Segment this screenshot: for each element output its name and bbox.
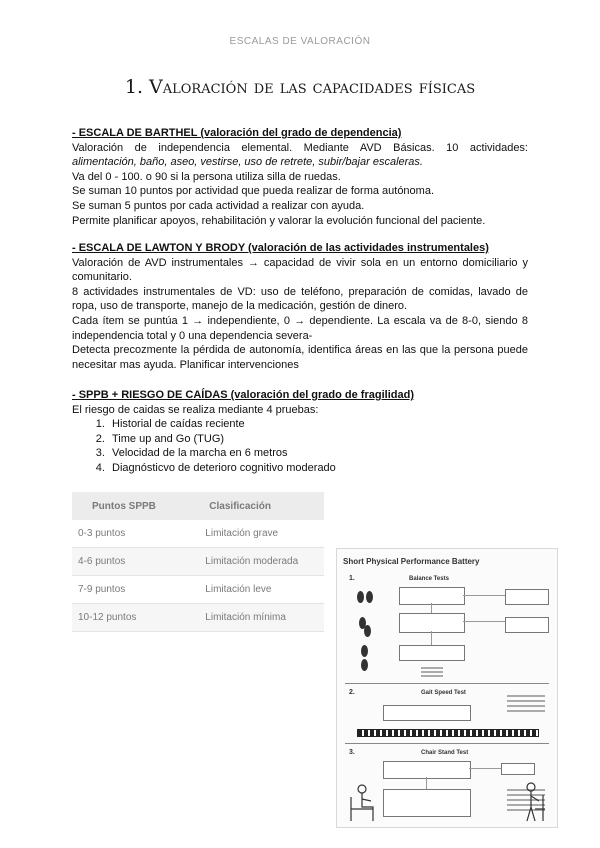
barthel-line-1: Valoración de independencia elemental. Mediante AVD Básicas. 10 actividades: (72, 141, 528, 154)
side-by-side-box (399, 587, 465, 605)
table-header-row (72, 492, 324, 520)
barthel-line-6: Permite planificar apoyos, rehabilitación y valorar la evolución funcional del paciente. (72, 214, 486, 227)
table-cell: 0-3 puntos (72, 520, 173, 548)
page-header: ESCALAS DE VALORACIÓN (229, 36, 371, 47)
chair-stand-box (383, 789, 471, 817)
flow-arrow (463, 595, 505, 596)
score-text-line (507, 695, 545, 697)
flow-arrow (469, 768, 501, 769)
table-cell: 7-9 puntos (72, 576, 173, 604)
lawton-p4: Detecta precozmente la pérdida de autonomía, identifica áreas en las que la persona puede necesitar mas ayuda. Planificar intervenciones (72, 344, 528, 371)
semi-tandem-box (399, 613, 465, 633)
flow-arrow (431, 603, 432, 613)
list-item: 3. Velocidad de la marcha en 6 metros (108, 446, 528, 461)
score-text-line (421, 667, 443, 669)
result-box (501, 763, 535, 775)
feet-side-by-side-icon (357, 591, 364, 603)
gait-box (383, 705, 471, 721)
flow-arrow (463, 621, 505, 622)
table-cell: 10-12 puntos (72, 604, 173, 632)
table-row (72, 604, 324, 632)
table-row (72, 520, 324, 548)
sppb-intro: El riesgo de caidas se realiza mediante 4 pruebas: (72, 403, 319, 416)
section-label-gait: Gait Speed Test (421, 690, 466, 696)
score-text-line (507, 700, 545, 702)
table-row (72, 548, 324, 576)
section-divider (345, 683, 549, 684)
section-number: 3. (349, 749, 355, 756)
feet-tandem-icon (361, 645, 368, 657)
feet-tandem-icon (361, 659, 368, 671)
score-text-line (421, 675, 443, 677)
result-box (505, 617, 549, 633)
lawton-heading: - ESCALA DE LAWTON Y BRODY (valoración de las actividades instrumentales) (72, 242, 489, 254)
section-label-balance: Balance Tests (409, 576, 449, 582)
score-text-line (421, 671, 443, 673)
list-item: 2. Time up and Go (TUG) (108, 432, 528, 447)
walking-course-icon (357, 729, 539, 737)
flow-arrow (426, 777, 427, 789)
barthel-section (72, 126, 528, 228)
sppb-section (72, 388, 528, 476)
sppb-table (72, 492, 324, 632)
lawton-p3: Cada ítem se puntúa 1 → independiente, 0 → dependiente. La escala va de 8-0, siendo 8 independencia total y 0 una dependencia severa- (72, 314, 528, 342)
table-cell: Limitación leve (173, 576, 324, 604)
barthel-heading: - ESCALA DE BARTHEL (valoración del grado de dependencia) (72, 127, 402, 139)
list-item: 1. Historial de caídas reciente (108, 417, 528, 432)
flow-arrow (431, 631, 432, 645)
barthel-line-4: Se suman 10 puntos por actividad que pueda realizar de forma autónoma. (72, 185, 435, 198)
table-cell: 4-6 puntos (72, 548, 173, 576)
pretest-box (383, 761, 471, 779)
lawton-p1: Valoración de AVD instrumentales → capacidad de vivir sola en un entorno domiciliario y comunitario. (72, 256, 528, 284)
table-row (72, 576, 324, 604)
barthel-line-5: Se suman 5 puntos por cada actividad a realizar con ayuda. (72, 199, 365, 212)
figure-title: Short Physical Performance Battery (343, 557, 480, 566)
barthel-line-3: Va del 0 - 100. o 90 si la persona utiliza silla de ruedas. (72, 170, 341, 183)
column-header-points: Puntos SPPB (72, 492, 173, 520)
section-number: 1. (349, 575, 355, 582)
seated-person-icon (345, 783, 379, 823)
list-item: 4. Diagnósticvo de deterioro cognitivo moderado (108, 461, 528, 476)
page-title: 1. Valoración de las capacidades físicas (124, 76, 476, 98)
sppb-list (72, 417, 528, 475)
lawton-section (72, 241, 528, 372)
standing-person-icon (515, 781, 549, 823)
sppb-heading: - SPPB + RIESGO DE CAÍDAS (valoración del grado de fragilidad) (72, 389, 414, 401)
feet-side-by-side-icon (366, 591, 373, 603)
table-cell: Limitación mínima (173, 604, 324, 632)
tandem-box (399, 645, 465, 661)
section-number: 2. (349, 689, 355, 696)
feet-semi-tandem-icon (364, 625, 371, 637)
table-cell: Limitación moderada (173, 548, 324, 576)
section-divider (345, 743, 549, 744)
table-cell: Limitación grave (173, 520, 324, 548)
column-header-classification: Clasificación (173, 492, 324, 520)
section-label-chair: Chair Stand Test (421, 750, 469, 756)
score-text-line (507, 710, 545, 712)
sppb-battery-figure (336, 548, 558, 828)
result-box (505, 589, 549, 605)
lawton-p2: 8 actividades instrumentales de VD: uso de teléfono, preparación de comidas, lavado de ropa, uso de transporte, manejo de la medicación, gestión de dinero. (72, 285, 528, 313)
barthel-activities: alimentación, baño, aseo, vestirse, uso de retrete, subir/bajar escaleras. (72, 156, 423, 169)
score-text-line (507, 705, 545, 707)
